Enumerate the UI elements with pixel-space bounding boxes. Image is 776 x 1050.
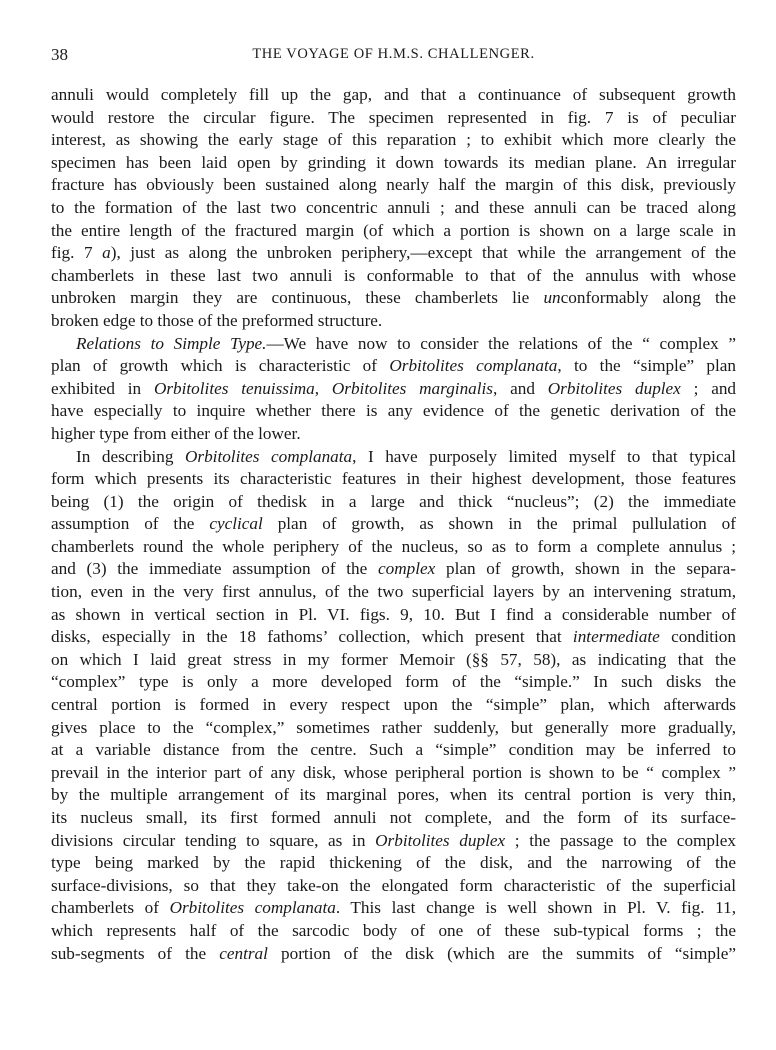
text-segment: plan of growth, shown in the separa- [435,559,737,579]
text-line [51,626,736,649]
text-segment: chamberlets of [51,898,170,918]
text-segment: at a variable distance from the centre. Such a “simple” condition may be inferred to [51,740,736,760]
text-line [51,604,736,627]
text-line [51,197,736,220]
text-line [51,310,736,333]
italic-text: Orbitolites duplex [375,830,506,850]
text-segment: sub-segments of the [51,943,220,963]
text-line [51,84,736,107]
italic-text: Orbitolites complanata [169,898,336,918]
text-line [51,536,736,559]
text-segment: . This last change is well shown in Pl. V. fig. 11, [335,898,736,918]
text-line [51,287,736,310]
text-line [51,558,736,581]
text-segment: In describing [76,446,185,466]
italic-text: central [219,943,268,963]
text-segment: would restore the circular figure. The specimen represented in fig. 7 is of peculiar [51,107,736,127]
text-line [51,852,736,875]
running-head [51,45,736,67]
text-segment: broken edge to those of the preformed structure. [51,310,383,330]
text-segment: gives place to the “complex,” sometimes rather suddenly, but generally more gradually, [51,717,736,737]
italic-text: Orbitolites duplex [547,378,681,398]
text-segment: “complex” type is only a more developed form of the “simple.” In such disks the [51,672,736,692]
body-text [51,84,736,965]
text-segment: assumption of the [51,514,210,534]
text-segment: interest, as showing the early stage of this reparation ; to exhibit which more clearly the [51,130,736,150]
page-number: 38 [51,45,68,64]
italic-text: Orbitolites complanata [389,356,558,376]
text-segment: conformably along the [560,288,736,308]
text-line [51,468,736,491]
text-line [51,333,736,356]
italic-text: cyclical [209,514,263,534]
text-line [51,671,736,694]
text-line [51,423,736,446]
text-segment: plan of growth which is characteristic of [51,356,390,376]
text-line [51,107,736,130]
text-line [51,446,736,469]
text-segment: the entire length of the fractured margin (of which a portion is shown on a large scale in [51,220,736,240]
italic-text: complex [378,559,436,579]
text-line [51,220,736,243]
text-segment: being (1) the origin of thedisk in a large and thick “nucleus”; (2) the immediate [51,491,736,511]
text-line [51,355,736,378]
text-line [51,694,736,717]
text-segment: divisions circular tending to square, as in [51,830,376,850]
text-segment: tion, even in the very first annulus, of the two superficial layers by an intervening stratum, [51,582,736,602]
italic-text: Orbitolites tenuissima [153,378,315,398]
text-segment: and (3) the immediate assumption of the [51,559,378,579]
text-segment: chamberlets in these last two annuli is conformable to that of the annulus with whose [51,265,736,285]
text-segment: fig. 7 [51,243,103,263]
text-segment: higher type from either of the lower. [51,423,301,443]
text-line [51,807,736,830]
text-line [51,875,736,898]
text-line [51,491,736,514]
text-segment: prevail in the interior part of any disk, whose peripheral portion is shown to be “ complex ” [51,762,736,782]
text-segment: surface-divisions, so that they take-on the elongated form characteristic of the superficial [51,875,736,895]
italic-text: a [102,243,111,263]
text-segment: as shown in vertical section in Pl. VI. figs. 9, 10. But I find a considerable number of [51,604,736,624]
text-line [51,762,736,785]
text-segment: ; and [680,378,737,398]
text-segment: disks, especially in the 18 fathoms’ collection, which present that [51,627,573,647]
text-line [51,152,736,175]
text-segment: type being marked by the rapid thickening of the disk, and the narrowing of the [51,853,736,873]
italic-text: Orbitolites complanata [184,446,353,466]
text-segment: unbroken margin they are continuous, these chamberlets lie [51,288,544,308]
text-line [51,581,736,604]
text-line [51,174,736,197]
text-segment: portion of the disk (which are the summits of “simple” [267,943,736,963]
text-segment: condition [659,627,736,647]
text-line [51,943,736,966]
text-line [51,739,736,762]
italic-text: Relations to Simple Type. [76,333,267,353]
text-line [51,400,736,423]
text-segment: which represents half of the sarcodic body of one of these sub-typical forms ; the [51,920,736,940]
text-segment: , I have purposely limited myself to that typical [352,446,736,466]
italic-text: un [543,288,561,308]
italic-text: Orbitolites marginalis [331,378,493,398]
text-segment: ), just as along the unbroken periphery,—except that while the arrangement of the [110,243,737,263]
italic-text: intermediate [572,627,660,647]
text-segment: , to the “simple” plan [557,356,737,376]
text-segment: , [314,378,332,398]
text-line [51,265,736,288]
text-line [51,378,736,401]
text-segment: to the formation of the last two concentric annuli ; and these annuli can be traced along [51,197,736,217]
text-segment: ; the passage to the complex [505,830,736,850]
text-line [51,513,736,536]
text-line [51,242,736,265]
text-line [51,649,736,672]
text-segment: on which I laid great stress in my former Memoir (§§ 57, 58), as indicating that the [51,649,736,669]
text-line [51,830,736,853]
text-segment: specimen has been laid open by grinding it down towards its median plane. An irregular [51,152,736,172]
text-segment: —We have now to consider the relations of the “ complex ” [266,333,736,353]
text-line [51,717,736,740]
text-segment: have especially to inquire whether there is any evidence of the genetic derivation of the [51,401,736,421]
text-line [51,784,736,807]
text-segment: exhibited in [51,378,154,398]
text-line [51,129,736,152]
text-line [51,897,736,920]
text-segment: form which presents its characteristic features in their highest development, those features [51,469,736,489]
text-segment: fracture has obviously been sustained along nearly half the margin of this disk, previously [51,175,736,195]
text-segment: chamberlets round the whole periphery of the nucleus, so as to form a complete annulus ; [51,536,736,556]
text-segment: annuli would completely fill up the gap, and that a continuance of subsequent growth [51,85,736,104]
running-title: THE VOYAGE OF H.M.S. CHALLENGER. [252,46,535,62]
text-segment: its nucleus small, its first formed annuli not complete, and the form of its surface- [51,808,736,827]
text-segment: , and [493,378,548,398]
text-segment: by the multiple arrangement of its marginal pores, when its central portion is very thin, [51,785,736,805]
text-segment: plan of growth, as shown in the primal pullulation of [262,514,736,534]
text-line [51,920,736,943]
text-segment: central portion is formed in every respect upon the “simple” plan, which afterwards [51,695,736,715]
